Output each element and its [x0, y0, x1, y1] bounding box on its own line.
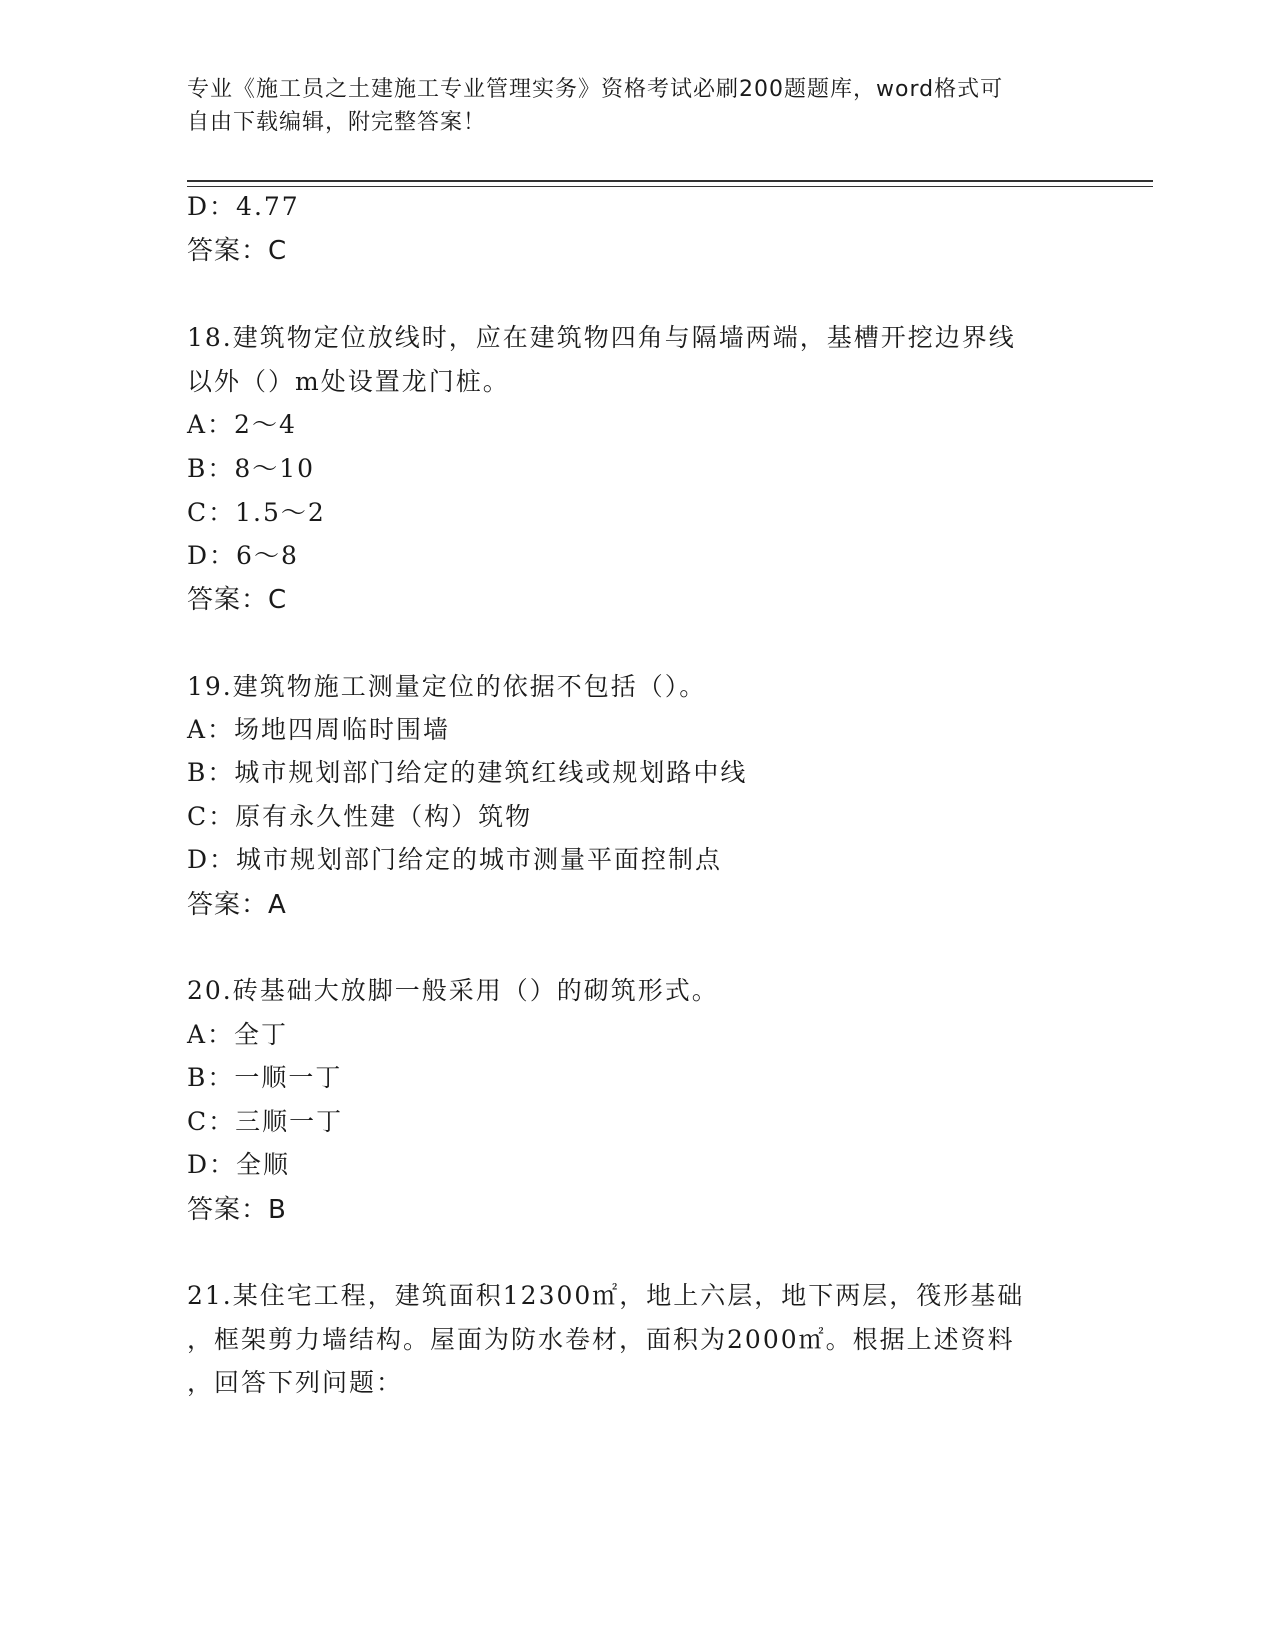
- q21-stem-line-2: ，框架剪力墙结构。屋面为防水卷材，面积为2000㎡。根据上述资料: [187, 1325, 1015, 1354]
- q21-stem-line-1: 21.某住宅工程，建筑面积12300㎡，地上六层，地下两层，筏形基础: [187, 1281, 1025, 1310]
- header-divider: [187, 180, 1153, 182]
- q20-stem: 20.砖基础大放脚一般采用（）的砌筑形式。: [187, 976, 719, 1005]
- q20-option-b: B：一顺一丁: [187, 1063, 343, 1092]
- q20-answer: 答案：B: [187, 1195, 287, 1225]
- q18-option-a: A：2～4: [187, 410, 297, 439]
- q19-option-a: A：场地四周临时围墙: [187, 715, 451, 744]
- q18-option-d: D：6～8: [187, 541, 299, 570]
- q18-option-b: B：8～10: [187, 454, 316, 483]
- q20-option-d: D：全顺: [187, 1150, 291, 1179]
- header-divider-thin: [187, 186, 1153, 187]
- prev-option-d: D：4.77: [187, 192, 300, 221]
- document-header: [187, 73, 1087, 139]
- q18-answer: 答案：C: [187, 585, 288, 615]
- q18-stem-line-1: 18.建筑物定位放线时，应在建筑物四角与隔墙两端，基槽开挖边界线: [187, 323, 1016, 352]
- prev-answer: 答案：C: [187, 236, 288, 266]
- q19-answer: 答案：A: [187, 890, 287, 920]
- q19-option-d: D：城市规划部门给定的城市测量平面控制点: [187, 845, 723, 874]
- q18-option-c: C：1.5～2: [187, 498, 326, 527]
- header-line-1: 专业《施工员之土建施工专业管理实务》资格考试必刷200题题库，word格式可: [187, 77, 1004, 102]
- q20-option-a: A：全丁: [187, 1020, 289, 1049]
- q19-stem: 19.建筑物施工测量定位的依据不包括（）。: [187, 672, 707, 701]
- q19-option-c: C：原有永久性建（构）筑物: [187, 802, 533, 831]
- q19-option-b: B：城市规划部门给定的建筑红线或规划路中线: [187, 758, 748, 787]
- q21-stem-line-3: ，回答下列问题：: [187, 1368, 404, 1397]
- q20-option-c: C：三顺一丁: [187, 1107, 344, 1136]
- q18-stem-line-2: 以外（）m处设置龙门桩。: [187, 367, 510, 396]
- header-line-2: 自由下载编辑，附完整答案！: [187, 110, 487, 135]
